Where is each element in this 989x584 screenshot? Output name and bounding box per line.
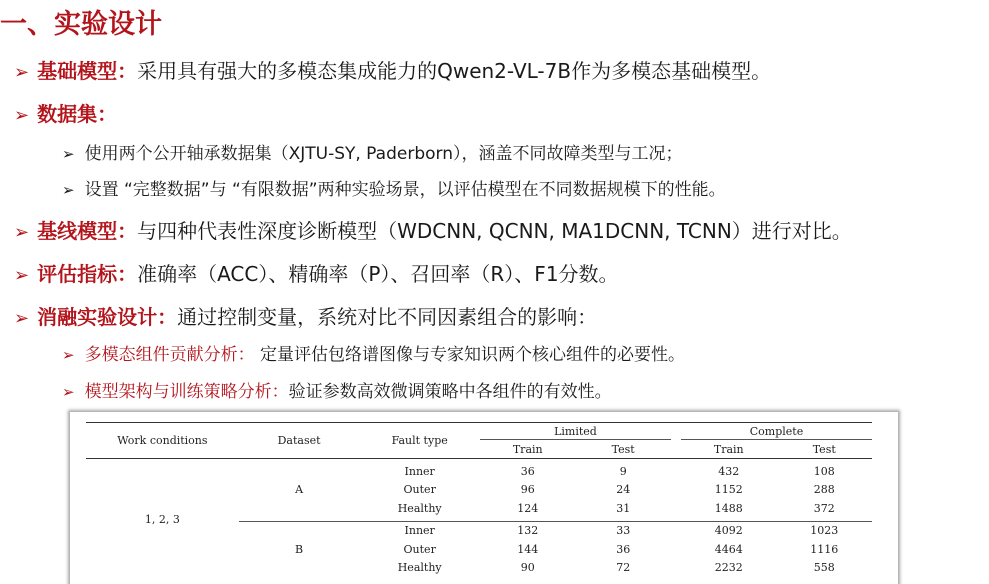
value-cell: 372 bbox=[813, 501, 835, 515]
dataset-cell: B bbox=[239, 521, 360, 577]
value-cell: 558 bbox=[813, 561, 835, 575]
value-cell: 1488 bbox=[714, 501, 743, 515]
value-cell: 90 bbox=[520, 561, 535, 575]
bullet-label: 基线模型： bbox=[37, 219, 138, 243]
bullet-label: 评估指标： bbox=[37, 262, 138, 286]
value-cell: 1152 bbox=[714, 483, 743, 497]
sub-bullet-text: 设置 “完整数据”与 “有限数据”两种实验场景，以评估模型在不同数据规模下的性能。 bbox=[84, 180, 726, 200]
value-cell: 36 bbox=[616, 542, 631, 556]
sub-bullet-ablation-1 bbox=[62, 347, 685, 364]
dataset-table-image bbox=[70, 412, 898, 584]
fault-cell: Healthy bbox=[397, 501, 442, 515]
sub-bullet-label: 多模态组件贡献分析： bbox=[84, 345, 255, 365]
value-cell: 132 bbox=[517, 524, 539, 538]
table-header-row bbox=[86, 423, 872, 440]
arrow-bullet-icon: ➢ bbox=[62, 145, 75, 163]
value-cell: 144 bbox=[517, 542, 539, 556]
arrow-bullet-icon: ➢ bbox=[62, 181, 75, 199]
header-dataset: Dataset bbox=[239, 423, 360, 459]
header-complete: Complete bbox=[681, 423, 872, 440]
arrow-bullet-icon: ➢ bbox=[14, 222, 30, 243]
arrow-bullet-icon: ➢ bbox=[62, 346, 75, 364]
value-cell: 432 bbox=[718, 464, 740, 478]
bullet-text: 采用具有强大的多模态集成能力的Qwen2-VL-7B作为多模态基础模型。 bbox=[137, 59, 772, 83]
bullet-label: 基础模型： bbox=[37, 59, 138, 83]
sub-bullet-dataset-2 bbox=[62, 182, 726, 199]
sub-bullet-text: 使用两个公开轴承数据集（XJTU-SY, Paderborn），涵盖不同故障类型与工况； bbox=[84, 144, 683, 164]
dataset-table bbox=[86, 422, 872, 577]
arrow-bullet-icon: ➢ bbox=[14, 105, 30, 126]
value-cell: 124 bbox=[517, 501, 539, 515]
header-limited-train: Train bbox=[480, 440, 575, 459]
header-limited: Limited bbox=[480, 423, 671, 440]
value-cell: 31 bbox=[616, 501, 631, 515]
sub-bullet-label: 模型架构与训练策略分析： bbox=[84, 382, 289, 402]
value-cell: 1116 bbox=[810, 542, 839, 556]
value-cell: 72 bbox=[616, 561, 631, 575]
bullet-label: 消融实验设计： bbox=[37, 305, 178, 329]
table-row bbox=[86, 462, 872, 481]
header-work-conditions: Work conditions bbox=[86, 423, 239, 459]
section-title: 一、实验设计 bbox=[0, 9, 162, 40]
arrow-bullet-icon: ➢ bbox=[14, 308, 30, 329]
bullet-baseline bbox=[14, 221, 852, 242]
sub-bullet-ablation-2 bbox=[62, 384, 612, 401]
value-cell: 33 bbox=[616, 524, 631, 538]
bullet-ablation bbox=[14, 307, 597, 328]
value-cell: 2232 bbox=[714, 561, 743, 575]
header-complete-train: Train bbox=[681, 440, 776, 459]
header-complete-test: Test bbox=[776, 440, 872, 459]
value-cell: 96 bbox=[520, 483, 535, 497]
bullet-metrics bbox=[14, 264, 619, 285]
bullet-dataset bbox=[14, 104, 117, 125]
value-cell: 288 bbox=[813, 483, 835, 497]
value-cell: 1023 bbox=[810, 524, 839, 538]
dataset-cell: A bbox=[295, 483, 304, 497]
bullet-base-model bbox=[14, 61, 771, 82]
fault-cell: Inner bbox=[404, 524, 435, 538]
header-limited-test: Test bbox=[575, 440, 670, 459]
bullet-label: 数据集： bbox=[37, 102, 118, 126]
value-cell: 4464 bbox=[714, 542, 743, 556]
value-cell: 9 bbox=[619, 464, 627, 478]
bullet-text: 与四种代表性深度诊断模型（WDCNN, QCNN, MA1DCNN, TCNN）进行对比。 bbox=[137, 219, 852, 243]
fault-cell: Outer bbox=[403, 483, 436, 497]
fault-cell: Inner bbox=[404, 464, 435, 478]
value-cell: 4092 bbox=[714, 524, 743, 538]
arrow-bullet-icon: ➢ bbox=[14, 265, 30, 286]
sub-bullet-text: 定量评估包络谱图像与专家知识两个核心组件的必要性。 bbox=[254, 345, 685, 365]
value-cell: 108 bbox=[813, 464, 835, 478]
value-cell: 24 bbox=[616, 483, 631, 497]
arrow-bullet-icon: ➢ bbox=[14, 62, 30, 83]
header-fault-type: Fault type bbox=[359, 423, 480, 459]
sub-bullet-text: 验证参数高效微调策略中各组件的有效性。 bbox=[288, 382, 612, 402]
work-conditions-cell: 1, 2, 3 bbox=[144, 513, 180, 526]
bullet-text: 通过控制变量，系统对比不同因素组合的影响： bbox=[177, 305, 598, 329]
bullet-text: 准确率（ACC）、精确率（P）、召回率（R）、F1分数。 bbox=[137, 262, 619, 286]
sub-bullet-dataset-1 bbox=[62, 146, 682, 163]
arrow-bullet-icon: ➢ bbox=[62, 383, 75, 401]
fault-cell: Outer bbox=[403, 542, 436, 556]
value-cell: 36 bbox=[520, 464, 535, 478]
fault-cell: Healthy bbox=[397, 561, 442, 575]
